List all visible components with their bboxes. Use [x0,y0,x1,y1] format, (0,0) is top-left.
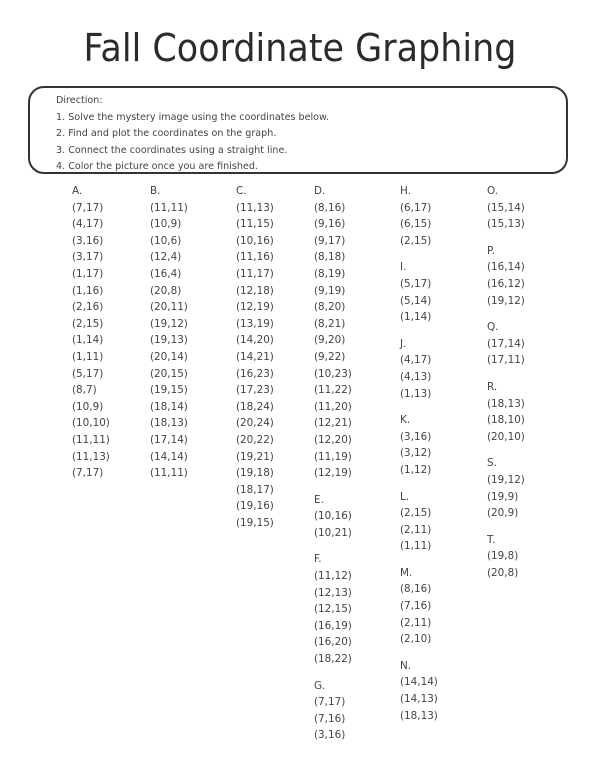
coordinate-pair: (17,11) [487,354,525,367]
coordinate-pair: (14,21) [236,350,274,363]
coordinate-pair: (19,15) [150,384,188,397]
coordinate-column [400,183,480,734]
coordinate-pair: (15,13) [487,218,525,231]
coordinate-group [487,379,567,445]
coordinate-pair: (19,12) [487,294,525,307]
coordinate-group [314,183,394,482]
coordinate-pair: (16,23) [236,367,274,380]
coordinate-pair: (12,13) [314,586,352,599]
coordinate-group [487,532,567,582]
coordinate-pair: (10,9) [150,218,182,231]
coordinate-pair: (2,16) [72,301,104,314]
coordinate-group [314,551,394,667]
coordinate-pair: (9,22) [314,350,346,363]
coordinate-pair: (3,16) [72,234,104,247]
coordinate-pair: (12,19) [236,301,274,314]
coordinate-pair: (6,15) [400,218,432,231]
directions-heading: Direction: [56,95,103,106]
coordinate-pair: (7,17) [72,201,104,214]
group-label: A. [72,185,83,197]
coordinate-pair: (3,17) [72,251,104,264]
coordinate-pair: (19,9) [487,490,519,503]
coordinate-pair: (16,19) [314,619,352,632]
coordinate-pair: (18,17) [236,483,274,496]
coordinate-group [400,259,480,325]
coordinate-pair: (11,15) [236,218,274,231]
group-label: E. [314,493,324,506]
group-label: Q. [487,321,499,334]
coordinate-group [400,412,480,478]
coordinate-pair: (8,21) [314,317,346,330]
coordinate-pair: (11,11) [150,467,188,480]
group-label: L. [400,490,410,503]
coordinate-pair: (14,14) [400,676,438,689]
coordinate-pair: (2,11) [400,523,432,536]
coordinate-pair: (18,13) [400,709,438,722]
coordinate-pair: (9,17) [314,234,346,247]
coordinate-pair: (11,17) [236,267,274,280]
coordinate-pair: (12,15) [314,603,352,616]
coordinate-pair: (18,13) [487,397,525,410]
coordinate-pair: (11,22) [314,384,352,397]
coordinate-pair: (19,21) [236,450,274,463]
coordinate-pair: (1,12) [400,463,432,476]
group-label: O. [487,185,499,197]
coordinate-pair: (12,21) [314,417,352,430]
group-label: B. [150,185,161,197]
coordinate-pair: (17,14) [150,433,188,446]
coordinate-pair: (1,14) [72,334,104,347]
coordinate-pair: (2,11) [400,616,432,629]
coordinate-pair: (12,19) [314,467,352,480]
coordinate-pair: (5,14) [400,294,432,307]
coordinate-pair: (19,8) [487,550,519,563]
direction-step: 3. Connect the coordinates using a straight line. [56,144,288,156]
group-label: R. [487,380,498,393]
coordinate-pair: (20,14) [150,350,188,363]
coordinate-group [400,336,480,402]
coordinate-pair: (10,6) [150,234,182,247]
group-label: K. [400,414,411,427]
coordinate-group [400,183,480,249]
coordinate-column [236,183,316,541]
coordinate-pair: (10,21) [314,526,352,539]
coordinate-group [236,183,316,531]
coordinate-pair: (2,15) [72,317,104,330]
group-label: I. [400,261,407,274]
coordinate-pair: (4,17) [72,218,104,231]
coordinate-pair: (18,24) [236,400,274,413]
coordinate-pair: (10,9) [72,400,104,413]
coordinate-pair: (20,11) [150,301,188,314]
coordinate-group [487,243,567,309]
group-label: M. [400,566,413,579]
coordinate-pair: (7,17) [314,696,346,709]
group-label: J. [400,337,407,350]
coordinate-pair: (7,16) [400,600,432,613]
coordinate-pair: (7,17) [72,467,104,480]
group-label: F. [314,553,322,566]
coordinate-pair: (10,10) [72,417,110,430]
coordinate-pair: (16,12) [487,277,525,290]
coordinate-pair: (20,8) [487,566,519,579]
coordinate-pair: (11,20) [314,400,352,413]
coordinate-pair: (11,12) [314,570,352,583]
coordinate-group [314,678,394,744]
coordinate-pair: (14,20) [236,334,274,347]
coordinate-pair: (9,19) [314,284,346,297]
coordinate-pair: (12,4) [150,251,182,264]
coordinate-group [487,455,567,521]
coordinate-pair: (4,13) [400,370,432,383]
coordinate-pair: (1,11) [72,350,104,363]
coordinate-pair: (20,8) [150,284,182,297]
coordinate-pair: (12,18) [236,284,274,297]
coordinate-pair: (6,17) [400,201,432,214]
coordinate-column [487,183,567,591]
coordinate-pair: (16,20) [314,636,352,649]
coordinate-group [487,319,567,369]
group-label: D. [314,185,326,197]
coordinate-pair: (12,20) [314,433,352,446]
direction-step: 4. Color the picture once you are finished. [56,161,258,172]
coordinate-group [400,489,480,555]
page-title: Fall Coordinate Graphing [83,26,517,70]
coordinate-pair: (3,12) [400,447,432,460]
coordinate-pair: (7,16) [314,712,346,725]
coordinate-column [72,183,152,492]
coordinate-pair: (13,19) [236,317,274,330]
coordinate-pair: (15,14) [487,201,525,214]
group-label: C. [236,185,247,197]
coordinate-pair: (1,17) [72,267,104,280]
coordinate-pair: (5,17) [400,277,432,290]
coordinate-pair: (8,7) [72,384,97,397]
coordinate-group [314,492,394,542]
coordinate-pair: (18,10) [487,414,525,427]
coordinate-pair: (20,22) [236,433,274,446]
coordinate-pair: (1,13) [400,387,432,400]
coordinate-pair: (17,14) [487,337,525,350]
coordinate-pair: (19,12) [487,473,525,486]
group-label: S. [487,457,497,470]
coordinate-pair: (9,20) [314,334,346,347]
directions-box [28,86,568,174]
coordinate-pair: (8,16) [400,583,432,596]
coordinate-pair: (4,17) [400,354,432,367]
coordinate-pair: (10,16) [314,510,352,523]
coordinate-group [400,565,480,648]
coordinate-group [150,183,230,482]
coordinate-pair: (18,22) [314,653,352,666]
coordinate-pair: (20,15) [150,367,188,380]
coordinate-pair: (18,14) [150,400,188,413]
coordinate-pair: (19,16) [236,500,274,513]
coordinate-pair: (10,16) [236,234,274,247]
coordinate-column [314,183,394,754]
coordinate-pair: (3,16) [314,729,346,742]
coordinate-pair: (2,15) [400,234,432,247]
group-label: N. [400,659,412,672]
coordinate-pair: (1,16) [72,284,104,297]
coordinate-pair: (1,11) [400,540,432,553]
coordinate-pair: (16,4) [150,267,182,280]
coordinate-pair: (8,19) [314,267,346,280]
direction-step: 1. Solve the mystery image using the coordinates below. [56,111,330,123]
coordinate-pair: (2,15) [400,507,432,520]
coordinate-pair: (19,13) [150,334,188,347]
coordinate-pair: (19,12) [150,317,188,330]
coordinate-group [487,183,567,233]
coordinate-group [72,183,152,482]
coordinate-pair: (20,10) [487,430,525,443]
coordinate-pair: (19,18) [236,467,274,480]
coordinate-pair: (8,20) [314,301,346,314]
coordinate-pair: (2,10) [400,633,432,646]
coordinate-pair: (11,19) [314,450,352,463]
group-label: T. [487,533,496,546]
coordinate-pair: (11,11) [72,433,110,446]
coordinate-pair: (8,16) [314,201,346,214]
coordinate-pair: (14,14) [150,450,188,463]
coordinate-pair: (17,23) [236,384,274,397]
group-label: G. [314,679,326,692]
coordinate-pair: (14,13) [400,693,438,706]
coordinate-pair: (20,9) [487,507,519,520]
group-label: P. [487,244,495,257]
coordinate-pair: (8,18) [314,251,346,264]
coordinate-pair: (10,23) [314,367,352,380]
coordinate-pair: (18,13) [150,417,188,430]
coordinate-pair: (3,16) [400,430,432,443]
coordinate-pair: (20,24) [236,417,274,430]
coordinate-pair: (11,16) [236,251,274,264]
coordinate-pair: (11,11) [150,201,188,214]
coordinate-pair: (16,14) [487,261,525,274]
coordinate-column [150,183,230,492]
coordinate-pair: (19,15) [236,516,274,529]
coordinate-pair: (9,16) [314,218,346,231]
coordinate-pair: (5,17) [72,367,104,380]
coordinate-pair: (1,14) [400,311,432,324]
direction-step: 2. Find and plot the coordinates on the graph. [56,128,277,139]
coordinate-group [400,658,480,724]
coordinate-pair: (11,13) [236,201,274,214]
coordinate-pair: (11,13) [72,450,110,463]
group-label: H. [400,185,411,197]
